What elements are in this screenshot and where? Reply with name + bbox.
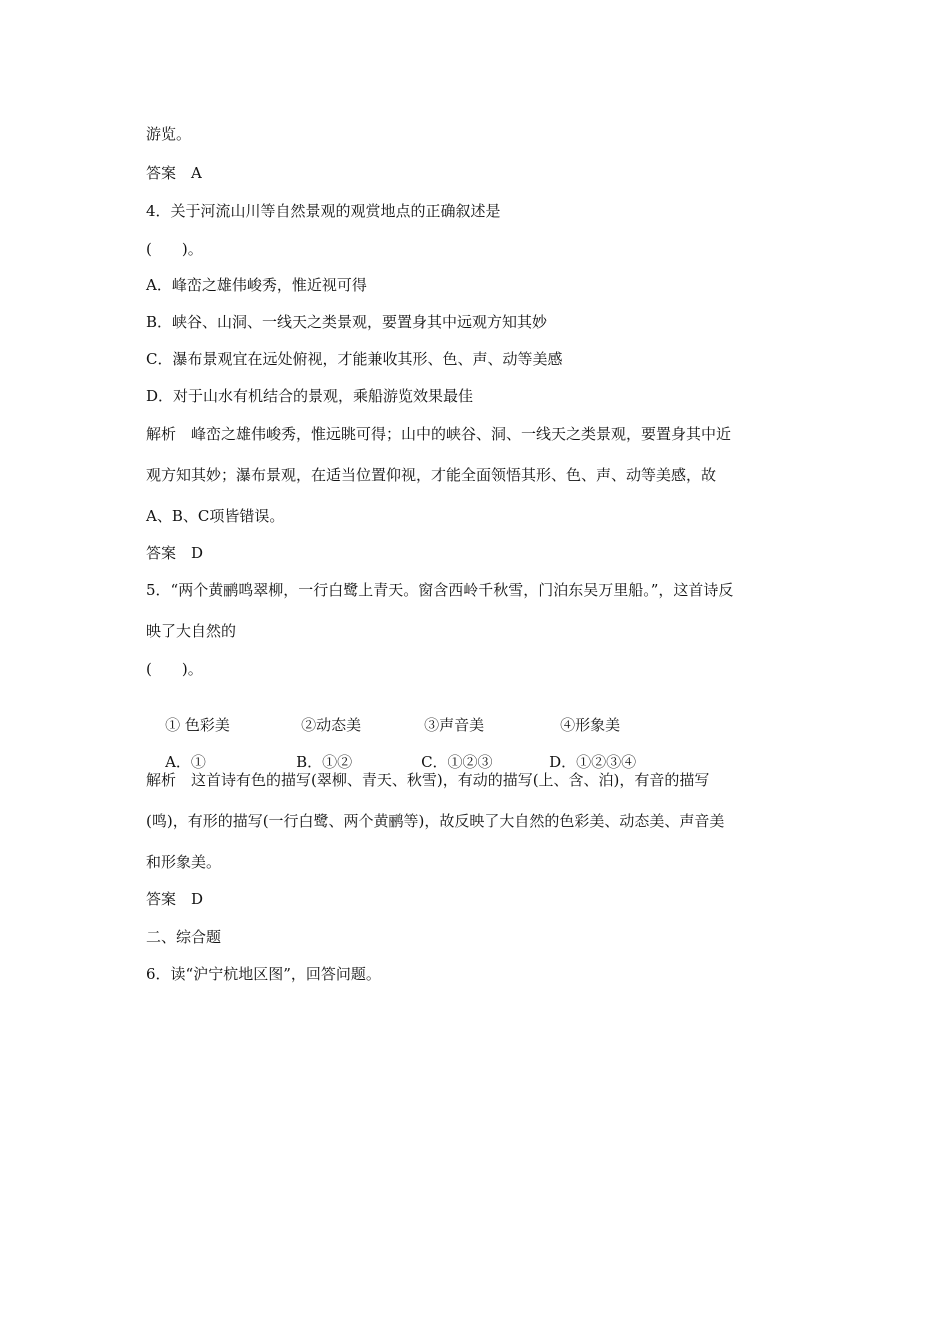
answer-blank: ( )。 (146, 240, 203, 258)
answer-line: 答案 D (146, 544, 204, 562)
analysis-line: 解析 峰峦之雄伟峻秀，惟远眺可得；山中的峡谷、洞、一线天之类景观，要置身其中近 (146, 425, 732, 443)
analysis-line: 和形象美。 (146, 853, 222, 871)
answer-line: 答案 D (146, 890, 204, 908)
question-5-cont: 映了大自然的 (146, 622, 237, 640)
option-a: A．峰峦之雄伟峻秀，惟近视可得 (146, 276, 367, 294)
item: ④形象美 (560, 716, 621, 734)
analysis-line: (鸣)，有形的描写(一行白鹭、两个黄鹂等)，故反映了大自然的色彩美、动态美、声音美 (146, 812, 725, 830)
choice: A．① (165, 753, 206, 771)
item: ① 色彩美 (165, 716, 230, 734)
option-b: B．峡谷、山洞、一线天之类景观，要置身其中远观方知其妙 (146, 313, 548, 331)
choice: B．①② (296, 753, 353, 771)
answer-blank: ( )。 (146, 660, 203, 678)
question-6: 6．读“沪宁杭地区图”，回答问题。 (146, 965, 381, 983)
text-line: 游览。 (146, 125, 192, 143)
item: ②动态美 (301, 716, 362, 734)
analysis-line: 解析 这首诗有色的描写(翠柳、青天、秋雪)，有动的描写(上、含、泊)，有音的描写 (146, 771, 710, 789)
option-c: C．瀑布景观宜在远处俯视，才能兼收其形、色、声、动等美感 (146, 350, 563, 368)
item: ③声音美 (424, 716, 485, 734)
analysis-line: 观方知其妙；瀑布景观，在适当位置仰视，才能全面领悟其形、色、声、动等美感，故 (146, 466, 717, 484)
analysis-line: A、B、C项皆错误。 (146, 507, 285, 525)
choice: D．①②③④ (549, 753, 637, 771)
choice: C．①②③ (421, 753, 493, 771)
section-heading: 二、综合题 (146, 928, 222, 946)
answer-line: 答案 A (146, 164, 202, 182)
question-4: 4．关于河流山川等自然景观的观赏地点的正确叙述是 (146, 202, 501, 220)
option-d: D．对于山水有机结合的景观，乘船游览效果最佳 (146, 387, 474, 405)
question-5: 5．“两个黄鹂鸣翠柳，一行白鹭上青天。窗含西岭千秋雪，门泊东吴万里船。”，这首诗反 (146, 581, 734, 599)
